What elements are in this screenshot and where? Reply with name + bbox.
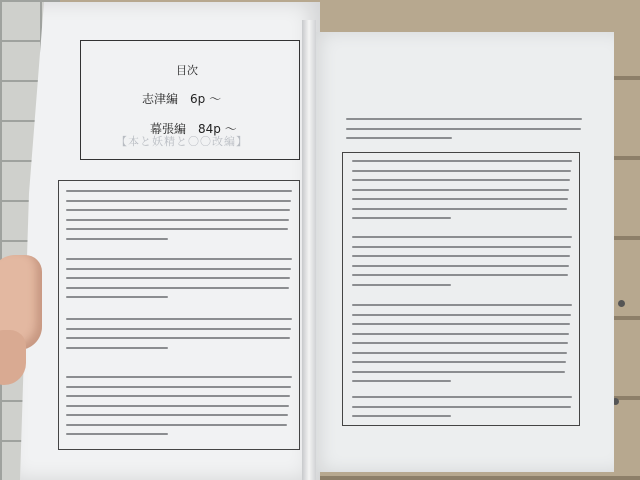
text-line [352,170,571,172]
text-line [66,268,291,270]
text-line [352,255,570,257]
text-line [352,189,569,191]
text-line [352,236,572,238]
text-line [352,314,571,316]
text-line [352,265,569,267]
text-line [66,424,287,426]
text-line [66,228,288,230]
text-line [352,333,569,335]
text-line [352,352,567,354]
text-line [352,380,451,382]
text-line [66,376,292,378]
text-line [66,287,289,289]
text-line [66,258,292,260]
text-line [66,190,292,192]
text-line [346,137,452,139]
text-line [66,405,289,407]
text-line [352,396,572,398]
text-line [352,284,451,286]
text-line [66,209,290,211]
toc-faded-text: 【本と妖精と〇〇改編】 [116,135,248,148]
text-line [66,433,168,435]
toc-entry-1: 志津編 6p ～ [142,92,222,106]
text-line [66,395,290,397]
text-line [352,361,566,363]
text-line [352,406,571,408]
text-line [352,179,570,181]
text-line [352,208,567,210]
text-line [66,200,291,202]
text-line [352,371,565,373]
text-line [352,160,572,162]
text-line [66,337,290,339]
text-line [352,246,571,248]
text-line [352,342,568,344]
text-line [346,118,582,120]
text-line [352,304,572,306]
toc-entry-2: 幕張編 84p ～ [150,122,237,136]
toc-title: 目次 [176,64,198,77]
text-line [352,198,568,200]
text-line [66,219,289,221]
text-line [66,328,291,330]
text-line [352,323,570,325]
text-line [66,277,290,279]
left-text-box [58,180,300,450]
text-line [352,274,568,276]
text-line [66,386,291,388]
text-line [66,318,292,320]
text-line [352,217,451,219]
text-line [66,414,288,416]
text-line [66,238,168,240]
book-spine [302,20,316,480]
text-line [352,415,451,417]
text-line [346,128,581,130]
screw [618,300,625,307]
text-line [66,347,168,349]
text-line [66,296,168,298]
right-text-box [342,152,580,426]
